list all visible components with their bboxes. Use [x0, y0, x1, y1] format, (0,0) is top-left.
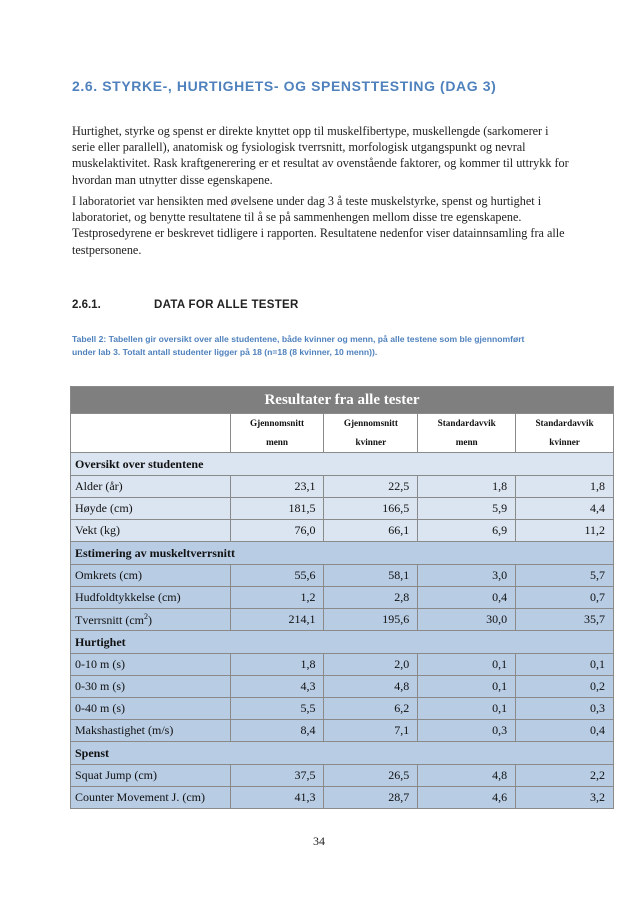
- cell-value: 6,2: [324, 698, 418, 720]
- cell-value: 41,3: [230, 787, 324, 809]
- paragraph-purpose: I laboratoriet var hensikten med øvelsene under dag 3 å teste muskelstyrke, spenst og hurtighet i laboratoriet, og benytte resultatene til å se på sammenhengen mellom disse tre egenskapene. Testprosedyrene er beskrevet tidligere i rapporten. Resultatene nedenfor viser datainnsamling fra alle testpersonene.: [72, 194, 565, 257]
- row-label: Tverrsnitt $(cm^2)$: [71, 609, 231, 631]
- row-label: Vekt (kg): [71, 520, 231, 542]
- cell-value: 0,7: [516, 587, 614, 609]
- cell-value: 5,9: [418, 498, 516, 520]
- column-header: Standardavvik menn: [418, 414, 516, 453]
- cell-value: 1,8: [230, 654, 324, 676]
- cell-value: 66,1: [324, 520, 418, 542]
- cell-value: 0,2: [516, 676, 614, 698]
- table-row: [71, 520, 614, 542]
- column-header-row: [71, 414, 614, 453]
- section-heading: 2.6. STYRKE-, HURTIGHETS- OG SPENSTTESTING (DAG 3): [72, 78, 497, 94]
- table-row: [71, 476, 614, 498]
- cell-value: 0,1: [418, 698, 516, 720]
- section-header-row: [71, 742, 614, 765]
- cell-value: 2,0: [324, 654, 418, 676]
- cell-value: 0,1: [516, 654, 614, 676]
- cell-value: 2,8: [324, 587, 418, 609]
- table-row: [71, 609, 614, 631]
- section-title: Estimering av muskeltverrsnitt: [71, 542, 614, 565]
- section-title: Spenst: [71, 742, 614, 765]
- cell-value: 5,7: [516, 565, 614, 587]
- cell-value: 5,5: [230, 698, 324, 720]
- column-header: Standardavvik kvinner: [516, 414, 614, 453]
- table-title: Resultater fra alle tester: [71, 387, 614, 414]
- paragraph-intro: Hurtighet, styrke og spenst er direkte knyttet opp til muskelfibertype, muskellengde (sarkomerer i serie eller parallell), anatomisk og fysiologisk tverrsnitt, morfologisk utgangspunkt og nevral muskelaktivitet. Rask kraftgenerering er et resultat av ovenstående faktorer, og kommer til uttrykk for hvordan man utnytter disse egenskapene.: [72, 124, 569, 187]
- cell-value: 3,2: [516, 787, 614, 809]
- section-title: Oversikt over studentene: [71, 453, 614, 476]
- cell-value: 11,2: [516, 520, 614, 542]
- results-table: [70, 386, 614, 809]
- column-header: Gjennomsnitt kvinner: [324, 414, 418, 453]
- cell-value: 0,4: [418, 587, 516, 609]
- table-row: [71, 765, 614, 787]
- cell-value: 22,5: [324, 476, 418, 498]
- table-caption: Tabell 2: Tabellen gir oversikt over alle studentene, både kvinner og menn, på alle testene som ble gjennomført under lab 3. Totalt antall studenter ligger på 18 (n=18 (8 kvinner, 10 menn)).: [72, 334, 525, 357]
- cell-value: 1,8: [418, 476, 516, 498]
- cell-value: 37,5: [230, 765, 324, 787]
- table-row: [71, 587, 614, 609]
- cell-value: 214,1: [230, 609, 324, 631]
- cell-value: 0,3: [516, 698, 614, 720]
- cell-value: 28,7: [324, 787, 418, 809]
- cell-value: 0,4: [516, 720, 614, 742]
- cell-value: 181,5: [230, 498, 324, 520]
- table-row: [71, 787, 614, 809]
- cell-value: 4,8: [418, 765, 516, 787]
- cell-value: 0,1: [418, 654, 516, 676]
- section-header-row: [71, 631, 614, 654]
- subsection-number: 2.6.1.: [72, 299, 101, 311]
- table-row: [71, 676, 614, 698]
- cell-value: 35,7: [516, 609, 614, 631]
- row-label: 0-10 m (s): [71, 654, 231, 676]
- subsection-title: DATA FOR ALLE TESTER: [154, 299, 299, 311]
- cell-value: 55,6: [230, 565, 324, 587]
- cell-value: 4,6: [418, 787, 516, 809]
- row-label: Omkrets (cm): [71, 565, 231, 587]
- cell-value: 76,0: [230, 520, 324, 542]
- row-label: 0-30 m (s): [71, 676, 231, 698]
- cell-value: 6,9: [418, 520, 516, 542]
- cell-value: 0,1: [418, 676, 516, 698]
- table-row: [71, 698, 614, 720]
- row-label: Alder (år): [71, 476, 231, 498]
- cell-value: 0,3: [418, 720, 516, 742]
- cell-value: 23,1: [230, 476, 324, 498]
- cell-value: 3,0: [418, 565, 516, 587]
- cell-value: 8,4: [230, 720, 324, 742]
- section-header-row: [71, 542, 614, 565]
- column-header: Gjennomsnitt menn: [230, 414, 324, 453]
- cell-value: 2,2: [516, 765, 614, 787]
- row-label: Counter Movement J. (cm): [71, 787, 231, 809]
- cell-value: 4,4: [516, 498, 614, 520]
- page-number: 34: [313, 834, 325, 848]
- cell-value: 4,8: [324, 676, 418, 698]
- cell-value: 1,2: [230, 587, 324, 609]
- cell-value: 166,5: [324, 498, 418, 520]
- section-title: Hurtighet: [71, 631, 614, 654]
- table-row: [71, 498, 614, 520]
- row-label: Hudfoldtykkelse (cm): [71, 587, 231, 609]
- cell-value: 4,3: [230, 676, 324, 698]
- column-header-empty: [71, 414, 231, 453]
- row-label: Høyde (cm): [71, 498, 231, 520]
- table-row: [71, 565, 614, 587]
- cell-value: 30,0: [418, 609, 516, 631]
- cell-value: 195,6: [324, 609, 418, 631]
- cell-value: 1,8: [516, 476, 614, 498]
- row-label: Squat Jump (cm): [71, 765, 231, 787]
- table-row: [71, 720, 614, 742]
- row-label: Makshastighet (m/s): [71, 720, 231, 742]
- section-header-row: [71, 453, 614, 476]
- cell-value: 26,5: [324, 765, 418, 787]
- cell-value: 7,1: [324, 720, 418, 742]
- row-label: 0-40 m (s): [71, 698, 231, 720]
- cell-value: 58,1: [324, 565, 418, 587]
- table-body: [71, 453, 614, 809]
- table-row: [71, 654, 614, 676]
